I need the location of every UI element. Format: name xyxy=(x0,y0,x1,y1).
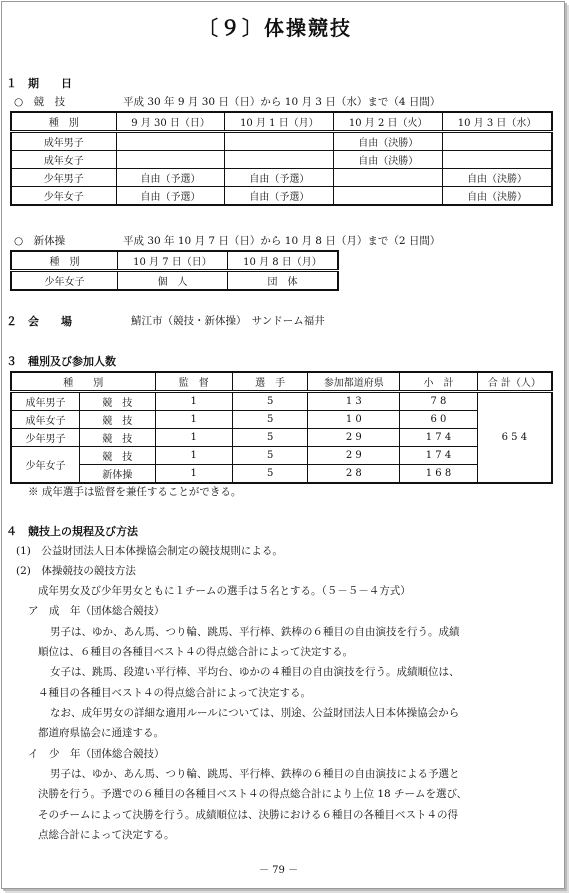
table-cell: 自由（決勝） xyxy=(334,151,443,169)
participants-table xyxy=(10,371,553,484)
rule-line: なお、成年男女の詳細な適用ルールについては、別途、公益財団法人日本体操協会から xyxy=(50,707,460,719)
table-row xyxy=(11,187,552,206)
table-cell: 少年女子 xyxy=(11,187,116,206)
table-cell: 成年男子 xyxy=(11,132,116,151)
table-cell: 1 7 4 xyxy=(400,429,477,447)
table-cell: 成年女子 xyxy=(11,411,80,429)
header-cell: 小 計 xyxy=(400,372,477,392)
shintaiso-period: 平成 30 年 10 月 7 日（日）から 10 月 8 日（月）まで（2 日間） xyxy=(123,235,441,247)
header-cell: 参加都道府県 xyxy=(308,372,400,392)
table-cell: 1 0 xyxy=(308,411,400,429)
header-cell: 選 手 xyxy=(232,372,307,392)
table-cell: 団 体 xyxy=(227,271,338,291)
header-cell: 種 別 xyxy=(11,251,117,271)
table-cell: 自由（予選） xyxy=(225,169,334,187)
rule-line: 順位は、６種目の各種目ベスト４の得点総合計によって決定する。 xyxy=(38,646,353,658)
table-cell: 少年男子 xyxy=(11,429,80,447)
rule-line: 成年男女及び少年男女ともに１チームの選手は５名とする。（５－５－４方式） xyxy=(38,585,411,597)
rule-line: 点総合計によって決定する。 xyxy=(38,829,175,841)
table-cell xyxy=(116,132,225,151)
table-cell: 競 技 xyxy=(80,447,155,465)
table-cell: 2 9 xyxy=(308,429,400,447)
rule-line: 男子は、ゆか、あん馬、つり輪、跳馬、平行棒、鉄棒の６種目の自由演技を行う。成績 xyxy=(50,626,460,638)
table-cell: 5 xyxy=(232,411,307,429)
table-cell xyxy=(334,169,443,187)
table-header-row xyxy=(11,372,552,392)
table-cell: 自由（決勝） xyxy=(443,169,552,187)
table-row xyxy=(11,169,552,187)
section2-heading: ２ 会 場 xyxy=(6,315,72,328)
table-cell: 1 xyxy=(155,465,232,484)
rule-line: ア 成 年（団体総合競技） xyxy=(28,605,165,617)
table-cell xyxy=(225,132,334,151)
kyogi-period: 平成 30 年 9 月 30 日（日）から 10 月 3 日（水）まで（4 日間） xyxy=(123,96,441,108)
header-cell: 監 督 xyxy=(155,372,232,392)
rule-line: イ 少 年（団体総合競技） xyxy=(28,748,165,760)
table-cell: 成年女子 xyxy=(11,151,116,169)
table-row xyxy=(11,447,552,465)
table-cell xyxy=(443,132,552,151)
section1-heading: １ 期 日 xyxy=(6,77,72,90)
table-cell xyxy=(443,151,552,169)
page-number: － 79 － xyxy=(259,865,299,876)
table-cell: 6 0 xyxy=(400,411,477,429)
header-cell: 合 計（人） xyxy=(477,372,552,392)
header-cell: 10 月 8 日（月） xyxy=(227,251,338,271)
table-row xyxy=(11,151,552,169)
table-cell: 7 8 xyxy=(400,392,477,411)
header-cell: 10 月 3 日（水） xyxy=(443,112,552,132)
document-page xyxy=(1,1,565,889)
table-cell: 2 9 xyxy=(308,447,400,465)
table-cell: 競 技 xyxy=(80,392,155,411)
table-cell: 競 技 xyxy=(80,429,155,447)
kyogi-schedule-table xyxy=(10,111,553,206)
table-cell: 5 xyxy=(232,392,307,411)
rule-line: (2) 体操競技の競技方法 xyxy=(16,565,136,577)
table-cell: 5 xyxy=(232,429,307,447)
table-row xyxy=(11,429,552,447)
table-cell: 自由（予選） xyxy=(225,187,334,206)
table-cell: 1 3 xyxy=(308,392,400,411)
table-cell: 自由（予選） xyxy=(116,169,225,187)
table-row xyxy=(11,392,552,411)
rule-line: 女子は、跳馬、段違い平行棒、平均台、ゆかの４種目の自由演技を行う。成績順位は、 xyxy=(50,666,460,678)
table-cell: 少年男子 xyxy=(11,169,116,187)
header-cell: 10 月 7 日（日） xyxy=(117,251,227,271)
participants-note: ※ 成年選手は監督を兼任することができる。 xyxy=(28,486,242,498)
table-cell: 1 xyxy=(155,392,232,411)
table-cell: 1 xyxy=(155,429,232,447)
table-cell xyxy=(116,151,225,169)
header-cell: 種 別 xyxy=(11,372,155,392)
table-cell: 自由（決勝） xyxy=(334,132,443,151)
table-cell: 新体操 xyxy=(80,465,155,484)
page-title: 〔９〕体操競技 xyxy=(198,16,352,40)
rule-line: ４種目の各種目ベスト４の得点総合計によって決定する。 xyxy=(38,687,311,699)
section4-heading: ４ 競技上の規程及び方法 xyxy=(6,525,138,538)
table-cell: 1 6 8 xyxy=(400,465,477,484)
table-cell: 2 8 xyxy=(308,465,400,484)
table-cell: 少年女子 xyxy=(11,447,80,484)
table-cell: 5 xyxy=(232,447,307,465)
rule-line: (1) 公益財団法人日本体操協会制定の競技規則による。 xyxy=(16,545,283,557)
header-cell: 10 月 2 日（火） xyxy=(334,112,443,132)
table-cell: 成年男子 xyxy=(11,392,80,411)
table-cell: 少年女子 xyxy=(11,271,117,291)
table-cell xyxy=(225,151,334,169)
header-cell: 9 月 30 日（日） xyxy=(116,112,225,132)
rule-line: そのチームによって決勝を行う。成績順位は、決勝における６種目の各種目ベスト４の得 xyxy=(38,809,458,821)
rule-line: 都道府県協会に通達する。 xyxy=(38,727,164,739)
table-row xyxy=(11,465,552,484)
header-cell: 10 月 1 日（月） xyxy=(225,112,334,132)
table-row xyxy=(11,411,552,429)
shintaiso-label: ○ 新体操 xyxy=(14,235,66,247)
venue-text: 鯖江市（競技・新体操） サンドーム福井 xyxy=(131,315,325,327)
table-row xyxy=(11,132,552,151)
shintaiso-schedule-table xyxy=(10,250,339,291)
section3-heading: ３ 種別及び参加人数 xyxy=(6,355,116,368)
header-cell: 種 別 xyxy=(11,112,116,132)
table-cell: 競 技 xyxy=(80,411,155,429)
table-cell: 1 7 4 xyxy=(400,447,477,465)
table-cell: 自由（決勝） xyxy=(443,187,552,206)
table-cell: 5 xyxy=(232,465,307,484)
table-cell: 1 xyxy=(155,411,232,429)
kyogi-label: ○ 競 技 xyxy=(14,96,66,108)
table-cell xyxy=(334,187,443,206)
rule-line: 決勝を行う。予選での６種目の各種目ベスト４の得点総合計により上位 18 チームを選び、 xyxy=(38,788,468,800)
table-cell: 自由（予選） xyxy=(116,187,225,206)
table-cell: 個 人 xyxy=(117,271,227,291)
table-cell: 1 xyxy=(155,447,232,465)
grand-total-cell: 6 5 4 xyxy=(477,392,552,484)
table-row xyxy=(11,271,338,291)
table-header-row xyxy=(11,112,552,132)
rule-line: 男子は、ゆか、あん馬、つり輪、跳馬、平行棒、鉄棒の６種目の自由演技による予選と xyxy=(50,768,460,780)
table-header-row xyxy=(11,251,338,271)
